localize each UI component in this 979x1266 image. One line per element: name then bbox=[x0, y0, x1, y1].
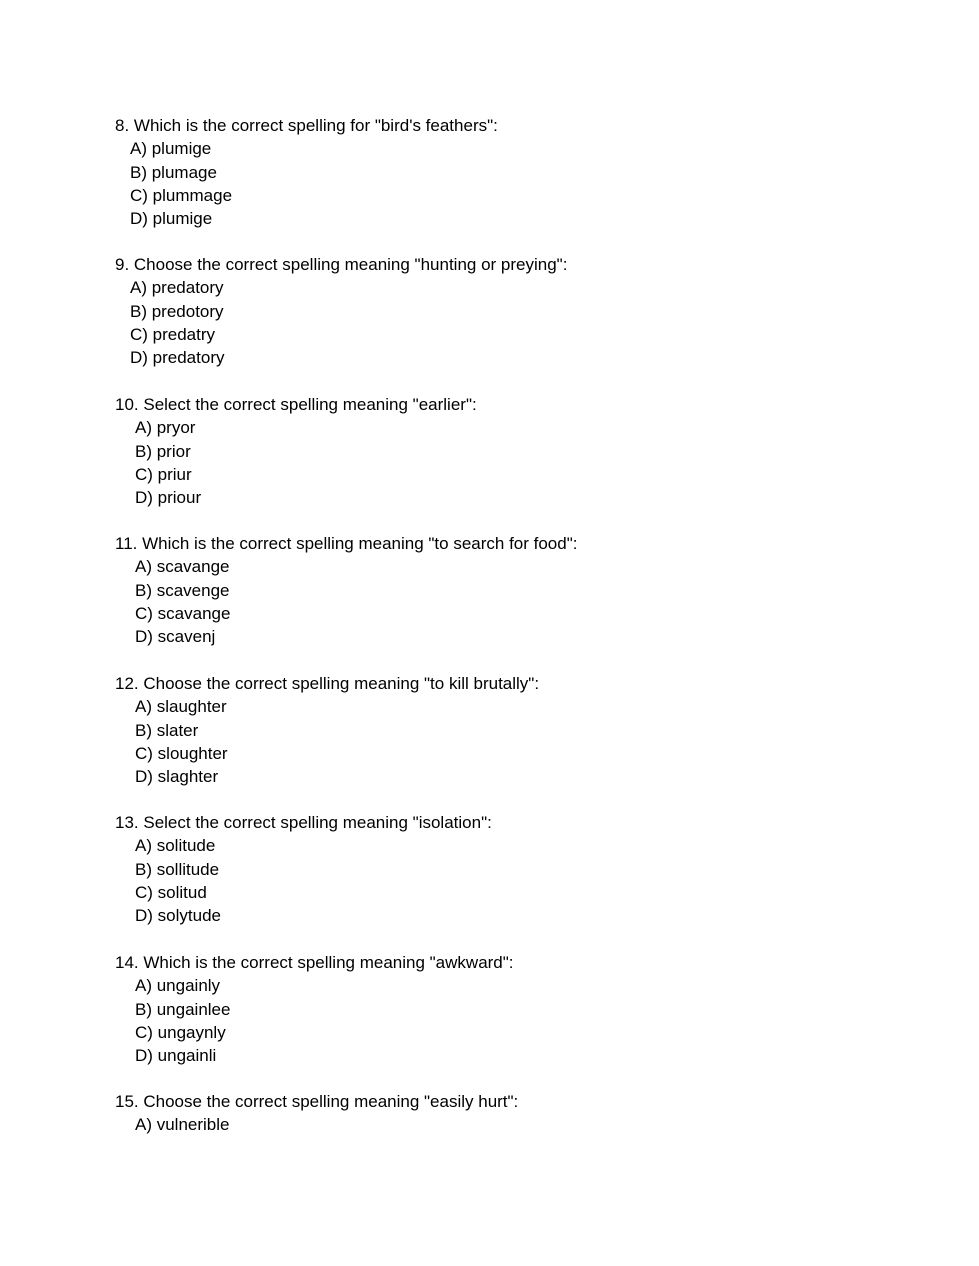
option-b: B) ungainlee bbox=[135, 999, 231, 1019]
question-text: 13. Select the correct spelling meaning "isolation": bbox=[115, 813, 492, 832]
option-c: C) plummage bbox=[130, 185, 233, 205]
question-text: 15. Choose the correct spelling meaning "easily hurt": bbox=[115, 1092, 519, 1111]
option-d: D) slaghter bbox=[135, 767, 219, 787]
question-text: 8. Which is the correct spelling for "bird's feathers": bbox=[115, 116, 498, 135]
option-d: D) plumige bbox=[130, 209, 213, 229]
option-c: C) predatry bbox=[130, 324, 216, 344]
option-b: B) sollitude bbox=[135, 859, 220, 879]
option-d: D) priour bbox=[135, 488, 202, 508]
option-a: A) pryor bbox=[135, 418, 196, 438]
option-a: A) predatory bbox=[130, 278, 224, 298]
question-14 bbox=[115, 951, 915, 1067]
question-text: 10. Select the correct spelling meaning "earlier": bbox=[115, 395, 477, 414]
option-a: A) ungainly bbox=[135, 976, 221, 996]
question-text: 11. Which is the correct spelling meaning "to search for food": bbox=[115, 534, 578, 553]
option-b: B) predotory bbox=[130, 301, 224, 321]
option-a: A) slaughter bbox=[135, 697, 227, 717]
option-c: C) solitud bbox=[135, 882, 207, 902]
option-b: B) plumage bbox=[130, 162, 217, 182]
question-text: 14. Which is the correct spelling meaning "awkward": bbox=[115, 953, 514, 972]
question-8 bbox=[115, 114, 915, 230]
option-c: C) sloughter bbox=[135, 743, 228, 763]
option-d: D) scavenj bbox=[135, 627, 216, 647]
option-b: B) slater bbox=[135, 720, 199, 740]
option-c: C) ungaynly bbox=[135, 1022, 226, 1042]
question-12 bbox=[115, 672, 915, 788]
option-a: A) scavange bbox=[135, 557, 230, 577]
question-13 bbox=[115, 811, 915, 927]
option-d: D) solytude bbox=[135, 906, 221, 926]
question-11 bbox=[115, 532, 915, 648]
option-d: D) ungainli bbox=[135, 1046, 217, 1066]
question-text: 12. Choose the correct spelling meaning "to kill brutally": bbox=[115, 674, 540, 693]
option-a: A) plumige bbox=[130, 139, 212, 159]
option-a: A) solitude bbox=[135, 836, 216, 856]
option-b: B) scavenge bbox=[135, 580, 230, 600]
option-b: B) prior bbox=[135, 441, 191, 461]
option-d: D) predatory bbox=[130, 348, 225, 368]
option-c: C) scavange bbox=[135, 603, 231, 623]
option-c: C) priur bbox=[135, 464, 192, 484]
question-10 bbox=[115, 393, 915, 509]
question-15 bbox=[115, 1090, 915, 1137]
question-9 bbox=[115, 253, 915, 369]
question-text: 9. Choose the correct spelling meaning "hunting or preying": bbox=[115, 255, 568, 274]
option-a: A) vulnerible bbox=[135, 1115, 230, 1135]
